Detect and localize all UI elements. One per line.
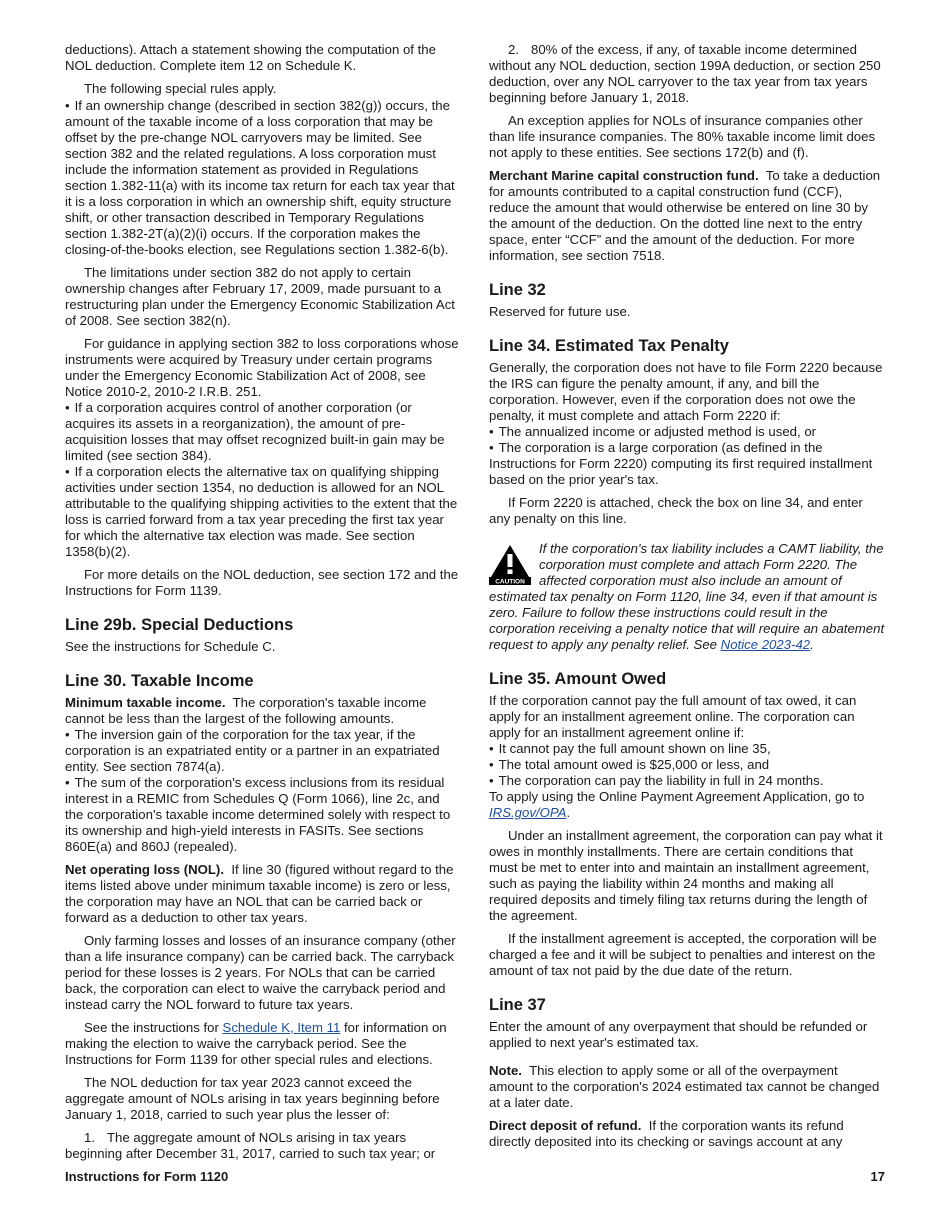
paragraph-text: If the corporation wants its refund directly deposited into its checking or savings account at any (489, 1118, 844, 1149)
paragraph (489, 1118, 885, 1150)
paragraph-text: To apply using the Online Payment Agreement Application, go to (489, 789, 865, 804)
bullet-item (489, 440, 885, 488)
item-number: 2. (508, 42, 519, 57)
left-column (65, 42, 461, 1162)
caution-icon (489, 543, 531, 585)
paragraph: An exception applies for NOLs of insurance companies other than life insurance companies. The 80% taxable income limit does not apply to these entities. See sections 172(b) and (f). (489, 113, 876, 160)
run-in-heading: Merchant Marine capital construction fund. (489, 168, 759, 183)
item-text: The aggregate amount of NOLs arising in tax years beginning after December 31, 2017, carried to such tax year; or (65, 1130, 436, 1161)
item-number: 1. (84, 1130, 95, 1145)
section-heading-line-34: Line 34. Estimated Tax Penalty (489, 337, 729, 355)
numbered-item (65, 1130, 461, 1162)
bullet-text: If an ownership change (described in section 382(g)) occurs, the amount of the taxable income of a loss corporation that may be offset by the pre-change NOL carryovers may be limited. See section 382 and the related regulations. A loss corporation must include the information statement as provided in Regulations section 1.382-11(a) with its income tax return for each tax year that it is a loss corporation in which an ownership shift, equity structure shift, or other transaction described in Temporary Regulations section 1.382-2T(a)(2)(i) occurs. If the corporation makes the closing-of-the-books election, see Regulations section 1.382-6(b). (65, 98, 455, 257)
section-heading-line-35: Line 35. Amount Owed (489, 670, 667, 688)
bullet-item (65, 400, 461, 464)
paragraph (65, 862, 461, 926)
caution-text-end: . (810, 637, 814, 652)
item-text: 80% of the excess, if any, of taxable income determined without any NOL deduction, section 199A deduction, or section 250 deduction, over any NOL carryover to the tax year from tax years beginning before January 1, 2018. (489, 42, 881, 105)
paragraph: If Form 2220 is attached, check the box on line 34, and enter any penalty on this line. (489, 495, 863, 526)
paragraph: Only farming losses and losses of an insurance company (other than a life insurance company) can be carried back. The carryback period for these losses is 2 years. For NOLs that can be carried back, the corporation can elect to waive the carryback period and instead carry the NOL forward to future tax years. (65, 933, 456, 1012)
run-in-heading: Note. (489, 1063, 522, 1078)
paragraph: For more details on the NOL deduction, see section 172 and the Instructions for Form 1139. (65, 567, 459, 598)
paragraph-text: for information on making the election to waive the carryback period. See the Instructions for Form 1139 for other special rules and elections. (65, 1020, 447, 1067)
paragraph-text: See the instructions for (84, 1020, 223, 1035)
paragraph: If the installment agreement is accepted, the corporation will be charged a fee and it will be subject to penalties and interest on the amount of tax not paid by the due date of the return. (489, 931, 877, 978)
paragraph: Under an installment agreement, the corporation can pay what it owes in monthly installments. There are certain conditions that must be met to enter into and maintain an installment agreement, such as paying the liability within 24 months and making all required deposits and timely filing tax returns during the length of the agreement. (489, 828, 883, 923)
bullet-item (489, 741, 885, 757)
paragraph: For guidance in applying section 382 to loss corporations whose instruments were acquired by Treasury under certain programs under the Emergency Economic Stabilization Act of 2008, see Notice 2010-2, 2010-2 I.R.B. 251. (65, 336, 459, 399)
page-number: 17 (870, 1169, 885, 1184)
paragraph-text: The corporation's taxable income cannot be less than the largest of the following amounts. (65, 695, 427, 726)
bullet-text: It cannot pay the full amount shown on line 35, (498, 741, 771, 756)
bullet-text: The sum of the corporation's excess inclusions from its residual interest in a REMIC from Schedules Q (Form 1066), line 2c, and the corporation's taxable income determined solely with respect to its ownership and high-yield interests in FASITs. See sections 860E(a) and 860J (repealed). (65, 775, 451, 854)
paragraph: Reserved for future use. (489, 304, 631, 319)
paragraph-text: . (566, 805, 571, 820)
bullet-item (65, 727, 461, 775)
run-in-heading: Direct deposit of refund. (489, 1118, 642, 1133)
paragraph (489, 168, 885, 264)
section-heading-line-30: Line 30. Taxable Income (65, 672, 254, 690)
paragraph: The following special rules apply. (84, 81, 277, 96)
paragraph: Enter the amount of any overpayment that should be refunded or applied to next year's estimated tax. (489, 1019, 868, 1050)
bullet-item (65, 98, 461, 258)
paragraph-text: This election to apply some or all of the overpayment amount to the corporation's 2024 estimated tax cannot be changed at a later date. (489, 1063, 880, 1110)
right-column (489, 42, 885, 1150)
paragraph-text: If line 30 (figured without regard to the items listed above under minimum taxable income) is zero or less, the corporation may have an NOL that can be carried back or forward as a deduction to other tax years. (65, 862, 454, 925)
paragraph (489, 789, 885, 821)
bullet-text: The annualized income or adjusted method is used, or (498, 424, 817, 439)
paragraph: Generally, the corporation does not have to file Form 2220 because the IRS can figure the penalty amount, if any, and bill the corporation. However, even if the corporation does not owe the penalty, it must complete and attach Form 2220 if: (489, 360, 883, 423)
paragraph-text: To take a deduction for amounts contributed to a capital construction fund (CCF), reduce the amount that would otherwise be entered on line 30 by the amount of the deduction. On the dotted line next to the entry space, enter “CCF” and the amount of the deduction. For more information, see section 7518. (489, 168, 881, 263)
bullet-text: The inversion gain of the corporation for the tax year, if the corporation is an expatriated entity or a partner in an expatriated entity. See section 7874(a). (65, 727, 440, 774)
caution-box (489, 541, 885, 653)
irs-opa-link[interactable]: IRS.gov/OPA (489, 805, 567, 820)
section-heading-line-37: Line 37 (489, 996, 546, 1014)
caution-label: CAUTION (495, 578, 525, 585)
run-in-heading: Minimum taxable income. (65, 695, 226, 710)
bullet-item (489, 757, 885, 773)
section-heading-line-29b: Line 29b. Special Deductions (65, 616, 294, 634)
paragraph: See the instructions for Schedule C. (65, 639, 276, 654)
bullet-item (489, 424, 885, 440)
paragraph (489, 1063, 885, 1111)
schedule-k-item-11-link[interactable]: Schedule K, Item 11 (222, 1020, 341, 1035)
bullet-item (489, 773, 885, 789)
bullet-text: The corporation can pay the liability in full in 24 months. (498, 773, 824, 788)
run-in-heading: Net operating loss (NOL). (65, 862, 224, 877)
numbered-item (489, 42, 885, 106)
bullet-item (65, 775, 461, 855)
bullet-text: If a corporation acquires control of another corporation (or acquires its assets in a reorganization), the amount of pre-acquisition losses that may offset recognized built-in gain may be limited (see section 384). (65, 400, 445, 463)
notice-2023-42-link[interactable]: Notice 2023-42 (720, 637, 811, 652)
bullet-text: If a corporation elects the alternative tax on qualifying shipping activities under section 1354, no deduction is allowed for an NOL attributable to the qualifying shipping activities to the extent that the loss is carried forward from a tax year preceding the first tax year for which the alternative tax election was made. See section 1358(b)(2). (65, 464, 458, 559)
paragraph (65, 1020, 461, 1068)
caution-text: If the corporation's tax liability includes a CAMT liability, the corporation must complete and attach Form 2220. The affected corporation must also include an amount of estimated tax penalty on Form 1120, line 34, even if that amount is zero. Failure to follow these instructions could result in the corporation receiving a penalty notice that will require an abatement request to apply any penalty relief. See (489, 541, 885, 652)
paragraph: The NOL deduction for tax year 2023 cannot exceed the aggregate amount of NOLs arising in tax years beginning before January 1, 2018, carried to such year plus the lesser of: (65, 1075, 440, 1122)
paragraph: deductions). Attach a statement showing the computation of the NOL deduction. Complete item 12 on Schedule K. (65, 42, 436, 73)
paragraph: The limitations under section 382 do not apply to certain ownership changes after February 17, 2009, made pursuant to a restructuring plan under the Emergency Economic Stabilization Act of 2008. See section 382(n). (65, 265, 455, 328)
paragraph: If the corporation cannot pay the full amount of tax owed, it can apply for an installment agreement online. The corporation can apply for an installment agreement online if: (489, 693, 857, 740)
section-heading-line-32: Line 32 (489, 281, 546, 299)
bullet-text: The total amount owed is $25,000 or less, and (498, 757, 770, 772)
bullet-text: The corporation is a large corporation (as defined in the Instructions for Form 2220) computing its first required installment based on the prior year's tax. (489, 440, 873, 487)
paragraph (65, 695, 461, 727)
bullet-item (65, 464, 461, 560)
footer-form-title: Instructions for Form 1120 (65, 1169, 229, 1184)
